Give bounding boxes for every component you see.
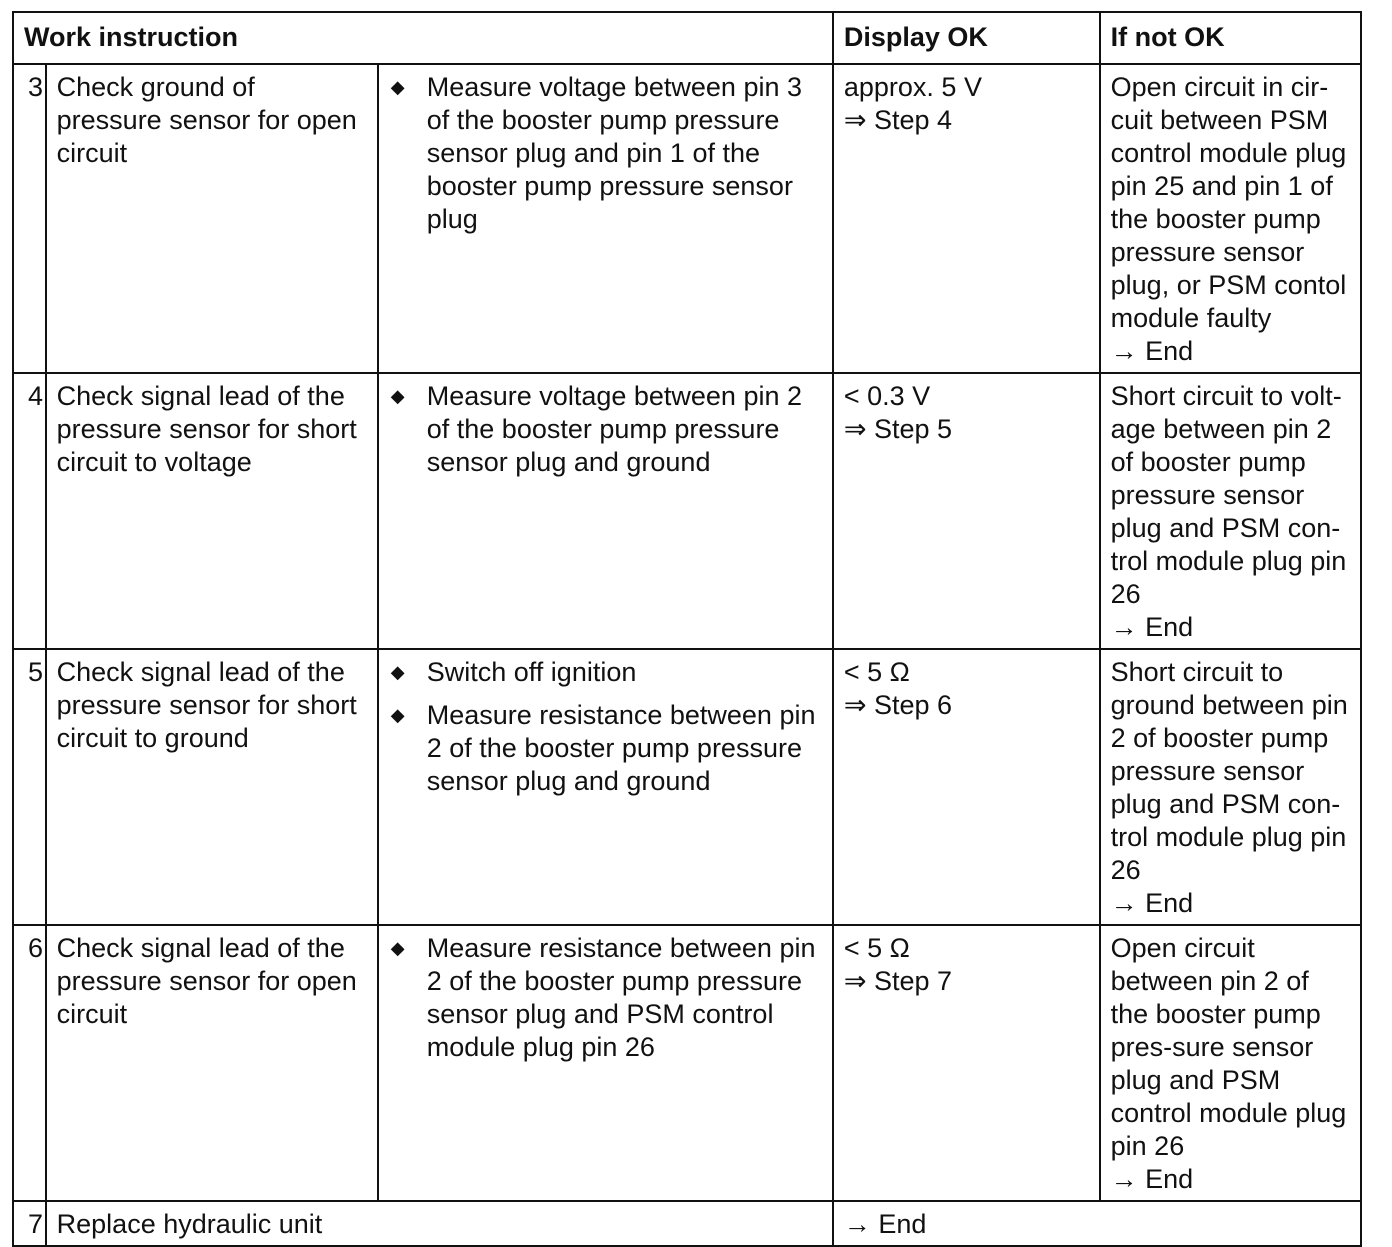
step-number: 3 xyxy=(13,64,46,373)
diamond-bullet-icon: ◆ xyxy=(390,662,405,682)
action-item xyxy=(389,932,822,1064)
if-not-ok-cell xyxy=(1100,925,1361,1201)
display-ok-next-step: ⇒ Step 5 xyxy=(843,414,953,444)
display-ok-cell xyxy=(833,649,1100,925)
header-if-not-ok: If not OK xyxy=(1100,12,1361,64)
action-item xyxy=(389,71,822,236)
action-text: Measure resistance between pin 2 of the booster pump pressure sensor plug and PSM control module plug pin 26 xyxy=(426,933,816,1062)
display-ok-cell xyxy=(833,373,1100,649)
if-not-ok-cell xyxy=(1100,64,1361,373)
diamond-bullet-icon: ◆ xyxy=(390,938,405,958)
display-ok-next-step: ⇒ Step 7 xyxy=(843,966,953,996)
if-not-ok-text: Short circuit to volt-age between pin 2 of booster pump pressure sensor plug and PSM con-trol module plug pin 26 xyxy=(1110,381,1347,609)
step-number: 5 xyxy=(13,649,46,925)
table-row xyxy=(13,649,1361,925)
action-text: Measure voltage between pin 3 of the booster pump pressure sensor plug and pin 1 of the booster pump pressure sensor plug xyxy=(426,72,802,234)
diamond-bullet-icon: ◆ xyxy=(390,705,405,725)
if-not-ok-text: Short circuit to ground between pin 2 of booster pump pressure sensor plug and PSM con-trol module plug pin 26 xyxy=(1110,657,1348,885)
action-item xyxy=(389,656,822,689)
step-actions xyxy=(378,373,833,649)
header-display-ok: Display OK xyxy=(833,12,1100,64)
step-number: 7 xyxy=(13,1201,46,1246)
display-ok-next-step: ⇒ Step 4 xyxy=(843,105,953,135)
display-ok-value: < 0.3 V xyxy=(843,381,931,411)
work-instruction-table xyxy=(12,11,1362,1247)
display-ok-cell xyxy=(833,925,1100,1201)
if-not-ok-cell xyxy=(1100,373,1361,649)
if-not-ok-end: → End xyxy=(1110,1164,1194,1194)
step-actions xyxy=(378,64,833,373)
step-number: 6 xyxy=(13,925,46,1201)
table-row xyxy=(13,64,1361,373)
display-ok-next-step: ⇒ Step 6 xyxy=(843,690,953,720)
if-not-ok-end: → End xyxy=(1110,612,1194,642)
if-not-ok-text: Open circuit in cir-cuit between PSM control module plug pin 25 and pin 1 of the booster pump pressure sensor plug, or PSM contol module faulty xyxy=(1110,72,1347,333)
step-description: Replace hydraulic unit xyxy=(46,1201,833,1246)
table-row xyxy=(13,1201,1361,1246)
step-description: Check ground of pressure sensor for open circuit xyxy=(46,64,378,373)
action-text: Switch off ignition xyxy=(426,657,637,687)
display-ok-value: < 5 Ω xyxy=(843,657,910,687)
display-ok-value: approx. 5 V xyxy=(843,72,982,102)
action-item xyxy=(389,380,822,479)
step-number: 4 xyxy=(13,373,46,649)
display-ok-cell: → End xyxy=(833,1201,1361,1246)
step-description: Check signal lead of the pressure sensor for short circuit to voltage xyxy=(46,373,378,649)
table-row xyxy=(13,373,1361,649)
action-text: Measure voltage between pin 2 of the booster pump pressure sensor plug and ground xyxy=(426,381,802,477)
action-text: Measure resistance between pin 2 of the booster pump pressure sensor plug and ground xyxy=(426,700,816,796)
action-item xyxy=(389,699,822,798)
display-ok-value: < 5 Ω xyxy=(843,933,910,963)
step-actions xyxy=(378,925,833,1201)
diamond-bullet-icon: ◆ xyxy=(390,77,405,97)
if-not-ok-cell xyxy=(1100,649,1361,925)
table-row xyxy=(13,925,1361,1201)
step-description: Check signal lead of the pressure sensor for open circuit xyxy=(46,925,378,1201)
diamond-bullet-icon: ◆ xyxy=(390,386,405,406)
header-row xyxy=(13,12,1361,64)
step-description: Check signal lead of the pressure sensor for short circuit to ground xyxy=(46,649,378,925)
if-not-ok-end: → End xyxy=(1110,336,1194,366)
step-actions xyxy=(378,649,833,925)
if-not-ok-text: Open circuit between pin 2 of the booster pump pres-sure sensor plug and PSM control module plug pin 26 xyxy=(1110,933,1347,1161)
header-work-instruction: Work instruction xyxy=(13,12,833,64)
if-not-ok-end: → End xyxy=(1110,888,1194,918)
display-ok-cell xyxy=(833,64,1100,373)
